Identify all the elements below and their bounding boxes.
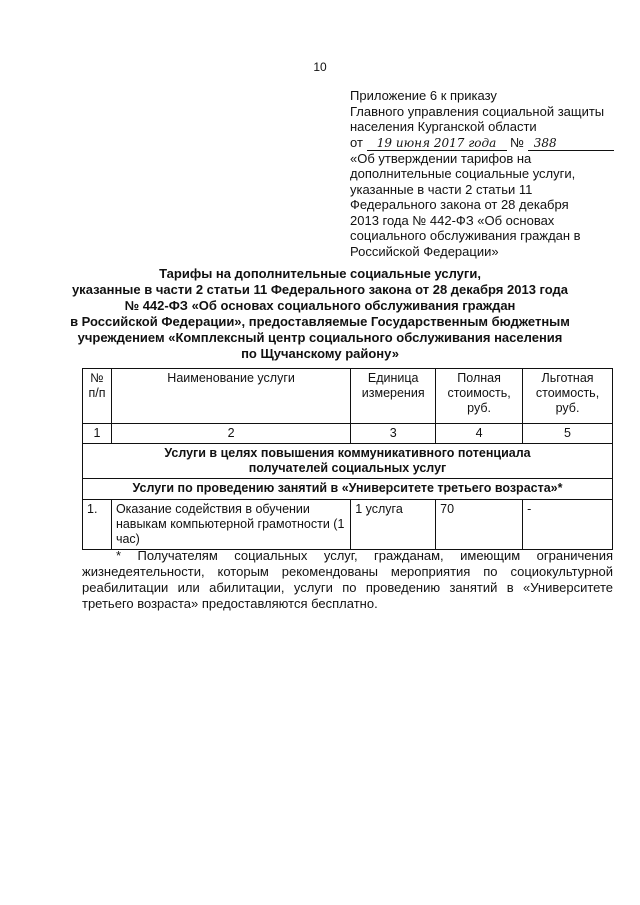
handwritten-date: 19 июня 2017 года xyxy=(367,137,507,151)
appendix-block xyxy=(350,88,620,259)
section-main-heading: Услуги в целях повышения коммуникативного потенциала получателей социальных услуг xyxy=(83,444,613,479)
order-title-line: дополнительные социальные услуги, xyxy=(350,166,576,181)
subsection-row xyxy=(83,479,613,500)
order-title-line: «Об утверждении тарифов на xyxy=(350,150,532,166)
appendix-line: Приложение 6 к приказу xyxy=(350,88,497,103)
table-header-row xyxy=(83,369,613,424)
order-title-line: указанные в части 2 статьи 11 xyxy=(350,181,533,197)
header-number: № п/п xyxy=(83,369,112,424)
tariffs-table xyxy=(82,368,613,550)
title-line: по Щучанскому району» xyxy=(241,346,399,361)
order-title-line: 2013 года № 442-ФЗ «Об основах xyxy=(350,212,555,228)
title-line: № 442-ФЗ «Об основах социального обслуживания граждан xyxy=(124,298,516,313)
section-sub-heading: Услуги по проведению занятий в «Университете третьего возраста»* xyxy=(83,479,613,500)
handwritten-number: 388 xyxy=(528,137,614,151)
section-row xyxy=(83,444,613,479)
header-service-name: Наименование услуги xyxy=(111,369,350,424)
column-numbers-row xyxy=(83,424,613,444)
row-full-cost: 70 xyxy=(436,500,523,550)
page-number: 10 xyxy=(313,60,327,74)
title-line: указанные в части 2 статьи 11 Федерального закона от 28 декабря 2013 года xyxy=(71,282,569,297)
row-reduced-cost: - xyxy=(523,500,613,550)
column-number: 2 xyxy=(111,424,350,444)
appendix-line: населения Курганской области xyxy=(350,119,537,134)
header-reduced-cost: Льготная стоимость, руб. xyxy=(523,369,613,424)
column-number: 1 xyxy=(83,424,112,444)
order-title-line: Российской Федерации» xyxy=(350,243,499,259)
title-line: в Российской Федерации», предоставляемые Государственным бюджетным xyxy=(70,314,570,329)
row-unit: 1 услуга xyxy=(351,500,436,550)
title-line: учреждением «Комплексный центр социального обслуживания населения xyxy=(77,330,563,345)
footnote: * Получателям социальных услуг, гражданам, имеющим ограничения жизнедеятельности, которым рекомендованы мероприятия по социокультурной реабилитации или абилитации, услуги по проведению занятий в «Университете третьего возраста» предоставляются бесплатно. xyxy=(82,548,613,611)
column-number: 5 xyxy=(523,424,613,444)
title-line: Тарифы на дополнительные социальные услуги, xyxy=(159,266,481,281)
date-prefix: от xyxy=(350,134,363,150)
document-title xyxy=(60,266,580,362)
table-row xyxy=(83,500,613,550)
row-number: 1. xyxy=(83,500,112,550)
header-unit: Единица измерения xyxy=(351,369,436,424)
row-service-name: Оказание содействия в обучении навыкам компьютерной грамотности (1 час) xyxy=(111,500,350,550)
header-full-cost: Полная стоимость, руб. xyxy=(436,369,523,424)
order-title-line: Федерального закона от 28 декабря xyxy=(350,197,569,212)
column-number: 4 xyxy=(436,424,523,444)
order-title-line: социального обслуживания граждан в xyxy=(350,228,581,243)
appendix-line: Главного управления социальной защиты xyxy=(350,103,605,119)
column-number: 3 xyxy=(351,424,436,444)
number-prefix: № xyxy=(510,134,525,150)
order-date-line xyxy=(350,135,620,151)
